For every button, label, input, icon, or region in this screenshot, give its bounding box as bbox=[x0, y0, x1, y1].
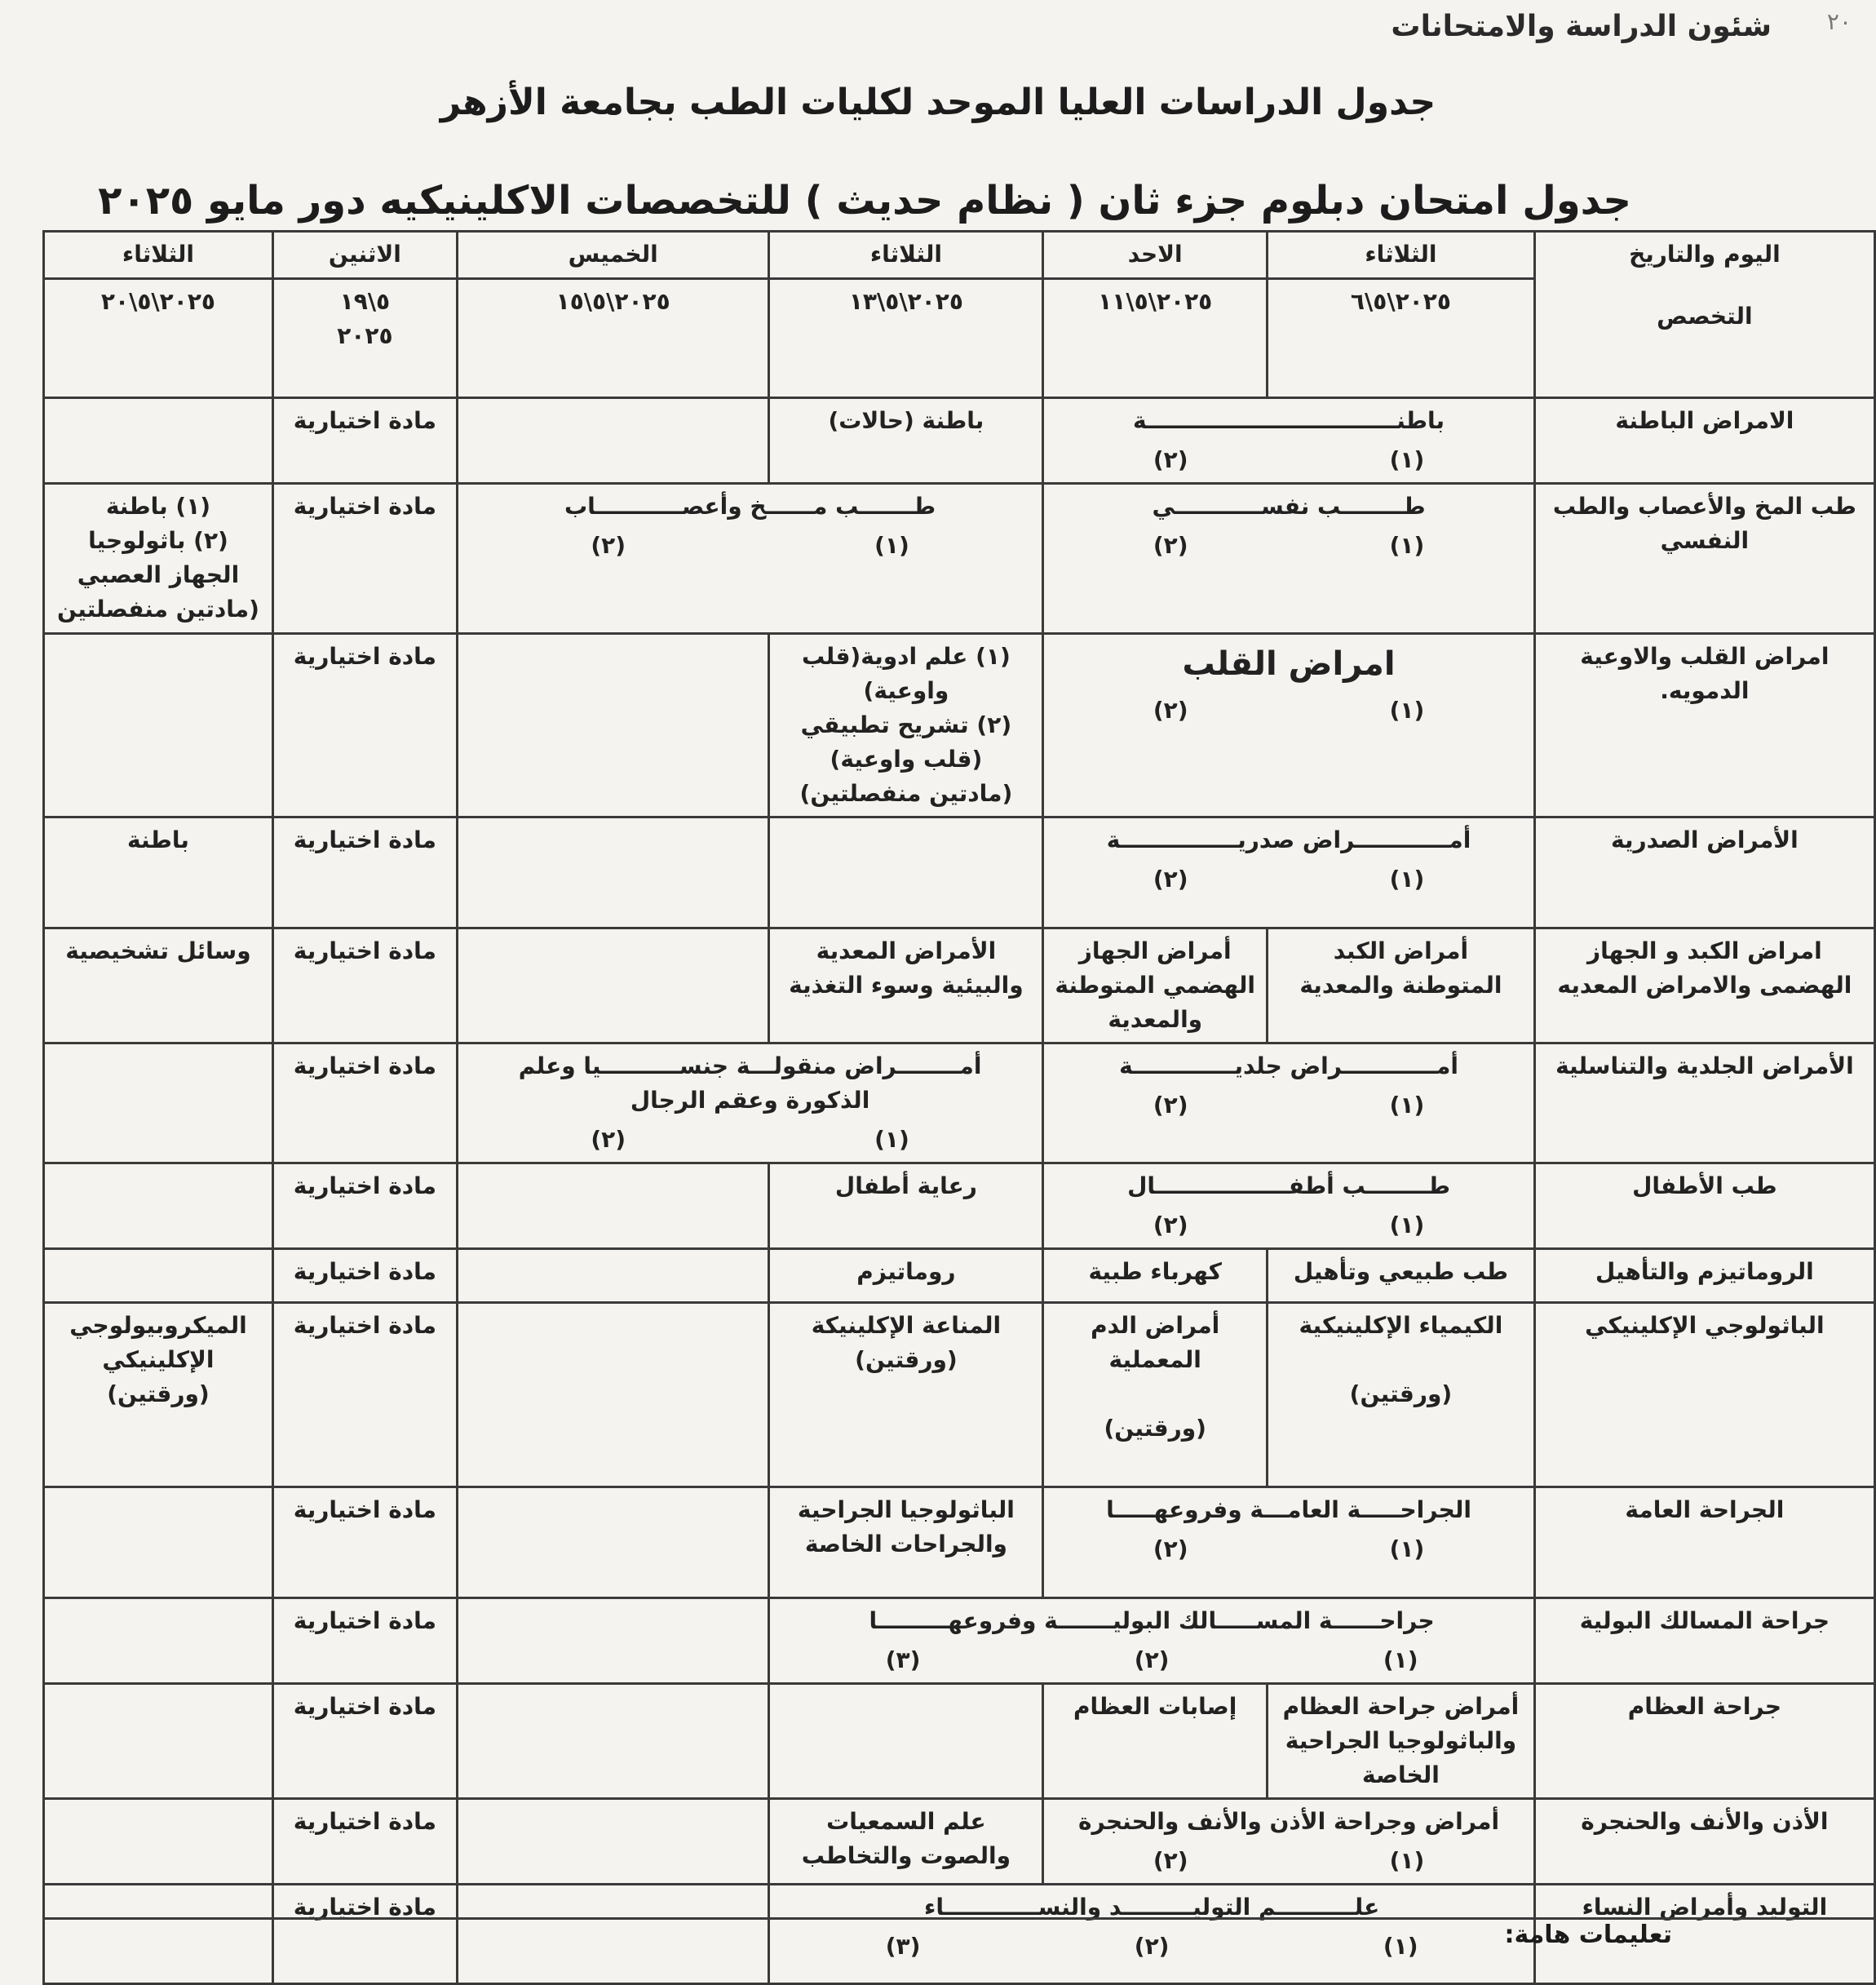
empty-cell bbox=[457, 1303, 769, 1487]
paper-numbers bbox=[1052, 1088, 1524, 1123]
elective-cell: مادة اختيارية bbox=[272, 1885, 457, 1984]
paper-numbers bbox=[1052, 1844, 1524, 1878]
corner-header-cell bbox=[1534, 232, 1874, 398]
paper-number: (١) bbox=[1383, 1933, 1418, 1960]
empty-cell bbox=[457, 1598, 769, 1684]
exam-cell bbox=[457, 484, 1042, 634]
table-row bbox=[44, 484, 1875, 634]
paper-number: (٢) bbox=[1153, 1092, 1188, 1119]
specialty-cell: جراحة المسالك البولية bbox=[1534, 1598, 1874, 1684]
table-row bbox=[44, 1249, 1875, 1303]
paper-number: (٣) bbox=[885, 1646, 921, 1673]
table-row bbox=[44, 634, 1875, 817]
exam-cell bbox=[769, 1598, 1534, 1684]
day-cell: الاثنين bbox=[272, 232, 457, 279]
exam-cell: أمراض الدم المعملية (ورقتين) bbox=[1043, 1303, 1268, 1487]
exam-cell: الباثولوجيا الجراحية والجراحات الخاصة bbox=[769, 1487, 1043, 1598]
paper-numbers bbox=[1052, 1532, 1524, 1566]
paper-number: (١) bbox=[1389, 532, 1425, 559]
paper-numbers bbox=[778, 1930, 1524, 1964]
paper-number: (٢) bbox=[1153, 1212, 1188, 1238]
exam-cell: رعاية أطفال bbox=[769, 1163, 1043, 1249]
page-title: جدول الدراسات العليا الموحد لكليات الطب بجامعة الأزهر bbox=[440, 82, 1436, 123]
elective-cell: مادة اختيارية bbox=[272, 484, 457, 634]
day-cell: الخميس bbox=[457, 232, 769, 279]
paper-numbers bbox=[1052, 693, 1524, 728]
exam-cell: الأمراض المعدية والبيئية وسوء التغذية bbox=[769, 928, 1043, 1043]
empty-cell bbox=[457, 1684, 769, 1799]
paper-number: (١) bbox=[1389, 866, 1425, 893]
paper-number: (١) bbox=[1383, 1646, 1418, 1673]
table-row bbox=[44, 1043, 1875, 1163]
empty-cell bbox=[44, 1885, 273, 1984]
elective-cell: مادة اختيارية bbox=[272, 928, 457, 1043]
footer-divider bbox=[42, 1917, 1876, 1920]
paper-numbers bbox=[1052, 1208, 1524, 1243]
paper-number: (٢) bbox=[1153, 446, 1188, 473]
empty-cell bbox=[44, 1487, 273, 1598]
paper-number: (٣) bbox=[885, 1933, 921, 1960]
paper-number: (١) bbox=[874, 532, 909, 559]
exam-schedule-table bbox=[42, 230, 1876, 1985]
exam-cell: طب طبيعي وتأهيل bbox=[1268, 1249, 1535, 1303]
paper-numbers bbox=[778, 1643, 1524, 1677]
exam-cell: المناعة الإكلينيكة (ورقتين) bbox=[769, 1303, 1043, 1487]
specialty-cell: الجراحة العامة bbox=[1534, 1487, 1874, 1598]
exam-cell: باطنة bbox=[44, 817, 273, 928]
empty-cell bbox=[457, 1249, 769, 1303]
date-cell: ٢٠٢٥\٥\١٥ bbox=[457, 279, 769, 398]
exam-title: طــــــــب أطفـــــــــــــــــال bbox=[1127, 1172, 1451, 1199]
empty-cell bbox=[457, 928, 769, 1043]
exam-title: امراض القلب bbox=[1182, 645, 1396, 683]
table-row bbox=[44, 1684, 1875, 1799]
paper-number: (٢) bbox=[1153, 866, 1188, 893]
paper-numbers bbox=[1052, 443, 1524, 477]
paper-numbers bbox=[1052, 529, 1524, 563]
specialty-cell: امراض الكبد و الجهاز الهضمى والامراض المعديه bbox=[1534, 928, 1874, 1043]
paper-number: (١) bbox=[1389, 697, 1425, 724]
exam-title: أمراض وجراحة الأذن والأنف والحنجرة bbox=[1078, 1808, 1500, 1835]
date-cell: ٥\١٩ ٢٠٢٥ bbox=[272, 279, 457, 398]
exam-title: الجراحـــــة العامـــة وفروعهـــــا bbox=[1106, 1496, 1471, 1523]
paper-number: (١) bbox=[1389, 1212, 1425, 1238]
day-cell: الثلاثاء bbox=[769, 232, 1043, 279]
exam-cell: أمراض جراحة العظام والباثولوجيا الجراحية الخاصة bbox=[1268, 1684, 1535, 1799]
exam-cell: كهرباء طبية bbox=[1043, 1249, 1268, 1303]
exam-cell: أمراض الكبد المتوطنة والمعدية bbox=[1268, 928, 1535, 1043]
department-header: شئون الدراسة والامتحانات bbox=[1391, 10, 1772, 43]
elective-cell: مادة اختيارية bbox=[272, 1487, 457, 1598]
empty-cell bbox=[769, 1684, 1043, 1799]
empty-cell bbox=[457, 1163, 769, 1249]
exam-title: أمــــــــــــراض صدريـــــــــــــــة bbox=[1106, 826, 1471, 853]
elective-cell: مادة اختيارية bbox=[272, 1799, 457, 1885]
specialty-cell: الأمراض الجلدية والتناسلية bbox=[1534, 1043, 1874, 1163]
empty-cell bbox=[44, 1799, 273, 1885]
table-row bbox=[44, 1487, 1875, 1598]
empty-cell bbox=[44, 1249, 273, 1303]
empty-cell bbox=[44, 1684, 273, 1799]
paper-numbers bbox=[467, 1123, 1033, 1157]
specialty-cell: الأمراض الصدرية bbox=[1534, 817, 1874, 928]
elective-cell: مادة اختيارية bbox=[272, 634, 457, 817]
day-cell: الثلاثاء bbox=[44, 232, 273, 279]
date-cell: ٢٠٢٥\٥\٦ bbox=[1268, 279, 1535, 398]
exam-cell: روماتيزم bbox=[769, 1249, 1043, 1303]
specialty-cell: الباثولوجي الإكلينيكي bbox=[1534, 1303, 1874, 1487]
corner-day-label: اليوم والتاريخ bbox=[1629, 241, 1781, 268]
exam-cell bbox=[1043, 634, 1534, 817]
day-cell: الثلاثاء bbox=[1268, 232, 1535, 279]
exam-cell bbox=[769, 1885, 1534, 1984]
specialty-cell: امراض القلب والاوعية الدمويه. bbox=[1534, 634, 1874, 817]
elective-cell: مادة اختيارية bbox=[272, 1303, 457, 1487]
empty-cell bbox=[769, 817, 1043, 928]
empty-cell bbox=[457, 817, 769, 928]
date-cell: ٢٠٢٥\٥\٢٠ bbox=[44, 279, 273, 398]
elective-cell: مادة اختيارية bbox=[272, 1163, 457, 1249]
corner-specialty-label: التخصص bbox=[1657, 303, 1753, 330]
exam-cell bbox=[1043, 1163, 1534, 1249]
empty-cell bbox=[457, 634, 769, 817]
paper-number: (٢) bbox=[1134, 1646, 1170, 1673]
empty-cell bbox=[44, 1043, 273, 1163]
empty-cell bbox=[457, 1487, 769, 1598]
paper-numbers bbox=[467, 529, 1033, 563]
header-days-row bbox=[44, 232, 1875, 279]
specialty-cell: الامراض الباطنة bbox=[1534, 398, 1874, 484]
exam-title: أمــــــــراض منقولـــة جنســــــــــيا وعلم الذكورة وعقم الرجال bbox=[518, 1052, 982, 1114]
exam-title: طـــــــب مــــــخ وأعصـــــــــــاب bbox=[564, 493, 936, 520]
date-cell: ٢٠٢٥\٥\١١ bbox=[1043, 279, 1268, 398]
table-row bbox=[44, 1163, 1875, 1249]
elective-cell: مادة اختيارية bbox=[272, 1249, 457, 1303]
specialty-cell: طب الأطفال bbox=[1534, 1163, 1874, 1249]
table-row bbox=[44, 1799, 1875, 1885]
empty-cell bbox=[44, 1598, 273, 1684]
specialty-cell: التوليد وأمراض النساء bbox=[1534, 1885, 1874, 1984]
paper-number: (٢) bbox=[1153, 532, 1188, 559]
elective-cell: مادة اختيارية bbox=[272, 1598, 457, 1684]
table-row bbox=[44, 1598, 1875, 1684]
date-cell: ٢٠٢٥\٥\١٣ bbox=[769, 279, 1043, 398]
exam-title: جراحــــــة المســـــالك البوليـــــــة وفروعهـــــــــا bbox=[869, 1607, 1435, 1634]
paper-number: (٢) bbox=[591, 532, 626, 559]
exam-title: طــــــــب نفســـــــــــي bbox=[1152, 493, 1426, 520]
page-edge-mark: ٢٠ bbox=[1826, 8, 1852, 35]
day-cell: الاحد bbox=[1043, 232, 1268, 279]
exam-cell bbox=[1043, 1487, 1534, 1598]
exam-cell: إصابات العظام bbox=[1043, 1684, 1268, 1799]
specialty-cell: جراحة العظام bbox=[1534, 1684, 1874, 1799]
specialty-cell: طب المخ والأعصاب والطب النفسي bbox=[1534, 484, 1874, 634]
empty-cell bbox=[44, 398, 273, 484]
exam-title: علــــــــــم التوليـــــــــد والنســــــــــــاء bbox=[924, 1894, 1380, 1921]
paper-number: (٢) bbox=[1134, 1933, 1170, 1960]
exam-cell: علم السمعيات والصوت والتخاطب bbox=[769, 1799, 1043, 1885]
exam-title: باطنــــــــــــــــــــــــــــــــة bbox=[1133, 407, 1445, 434]
exam-cell bbox=[1043, 484, 1534, 634]
table-row bbox=[44, 817, 1875, 928]
exam-cell: (١) باطنة (٢) باثولوجيا الجهاز العصبي (مادتين منفصلتين bbox=[44, 484, 273, 634]
page-subtitle: جدول امتحان دبلوم جزء ثان ( نظام حديث ) للتخصصات الاكلينيكيه دور مايو ٢٠٢٥ bbox=[98, 178, 1631, 224]
specialty-cell: الأذن والأنف والحنجرة bbox=[1534, 1799, 1874, 1885]
paper-number: (٢) bbox=[1153, 1847, 1188, 1874]
elective-cell: مادة اختيارية bbox=[272, 1043, 457, 1163]
empty-cell bbox=[44, 1163, 273, 1249]
exam-title: أمــــــــــــراض جلديـــــــــــــة bbox=[1119, 1052, 1458, 1079]
elective-cell: مادة اختيارية bbox=[272, 1684, 457, 1799]
paper-number: (١) bbox=[874, 1126, 909, 1153]
specialty-cell: الروماتيزم والتأهيل bbox=[1534, 1249, 1874, 1303]
table-row bbox=[44, 1303, 1875, 1487]
exam-cell bbox=[1043, 1043, 1534, 1163]
important-instructions-label: تعليمات هامة: bbox=[1504, 1921, 1672, 1949]
paper-number: (١) bbox=[1389, 1535, 1425, 1562]
paper-number: (١) bbox=[1389, 1092, 1425, 1119]
paper-number: (١) bbox=[1389, 1847, 1425, 1874]
exam-cell bbox=[457, 1043, 1042, 1163]
elective-cell: مادة اختيارية bbox=[272, 817, 457, 928]
exam-cell bbox=[1043, 398, 1534, 484]
table-row bbox=[44, 928, 1875, 1043]
paper-numbers bbox=[1052, 862, 1524, 897]
paper-number: (١) bbox=[1389, 446, 1425, 473]
exam-cell bbox=[1043, 1799, 1534, 1885]
empty-cell bbox=[457, 398, 769, 484]
paper-number: (٢) bbox=[1153, 697, 1188, 724]
table-row bbox=[44, 398, 1875, 484]
exam-cell: الميكروبيولوجي الإكلينيكي (ورقتين) bbox=[44, 1303, 273, 1487]
elective-cell: مادة اختيارية bbox=[272, 398, 457, 484]
empty-cell bbox=[457, 1799, 769, 1885]
empty-cell bbox=[44, 634, 273, 817]
empty-cell bbox=[457, 1885, 769, 1984]
exam-cell: (١) علم ادوية(قلب واوعية) (٢) تشريح تطبيقي (قلب واوعية) (مادتين منفصلتين) bbox=[769, 634, 1043, 817]
exam-cell: باطنة (حالات) bbox=[769, 398, 1043, 484]
paper-number: (٢) bbox=[1153, 1535, 1188, 1562]
exam-cell: الكيمياء الإكلينيكية (ورقتين) bbox=[1268, 1303, 1535, 1487]
exam-cell bbox=[1043, 817, 1534, 928]
exam-cell: أمراض الجهاز الهضمي المتوطنة والمعدية bbox=[1043, 928, 1268, 1043]
exam-cell: وسائل تشخيصية bbox=[44, 928, 273, 1043]
paper-number: (٢) bbox=[591, 1126, 626, 1153]
